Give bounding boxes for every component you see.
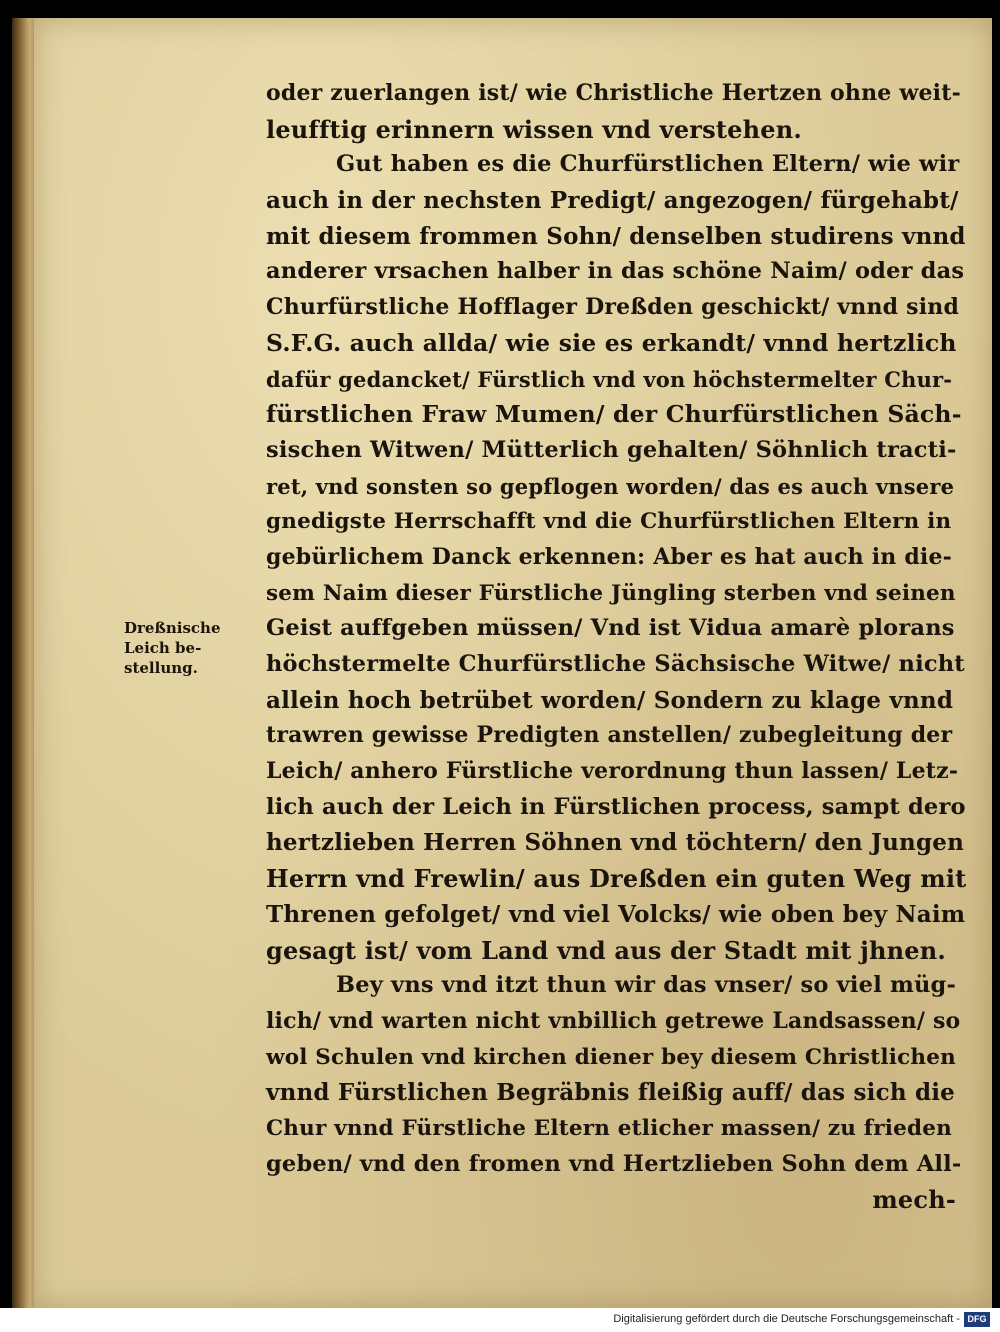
book-binding-edge: [12, 18, 34, 1308]
text-line: mit diesem frommen Sohn/ denselben studirens vnnd: [266, 222, 966, 250]
text-line: gesagt ist/ vom Land vnd aus der Stadt mit jhnen.: [266, 935, 946, 965]
text-line: Chur vnnd Fürstliche Eltern etlicher massen/ zu frieden: [266, 1115, 952, 1141]
text-line: Geist auffgeben müssen/ Vnd ist Vidua amarè plorans: [266, 615, 955, 642]
footer-bar: [0, 1308, 1000, 1332]
text-line: wol Schulen vnd kirchen diener bey diesem Christlichen: [266, 1044, 956, 1070]
text-line: sischen Witwen/ Mütterlich gehalten/ Söhnlich tracti-: [266, 436, 957, 463]
book-page: [34, 18, 992, 1308]
text-line: höchstermelte Churfürstliche Sächsische Witwe/ nicht: [266, 651, 965, 677]
text-line: Threnen gefolget/ vnd viel Volcks/ wie oben bey Naim: [266, 900, 966, 928]
text-line: hertzlieben Herren Söhnen vnd töchtern/ den Jungen: [266, 829, 965, 857]
catchword: mech-: [872, 1185, 956, 1215]
text-line: Churfürstliche Hofflager Dreßden geschickt/ vnnd sind: [266, 294, 960, 321]
text-line: ret, vnd sonsten so gepflogen worden/ das es auch vnsere: [266, 473, 955, 499]
text-line: Gut haben es die Churfürstlichen Eltern/ wie wir: [336, 151, 960, 178]
text-line: leufftig erinnern wissen vnd verstehen.: [266, 114, 802, 144]
text-line: gnedigste Herrschafft vnd die Churfürstlichen Eltern in: [266, 509, 952, 535]
text-line: auch in der nechsten Predigt/ angezogen/ fürgehabt/: [266, 187, 959, 215]
text-line: lich/ vnd warten nicht vnbillich getrewe Landsassen/ so: [266, 1007, 961, 1034]
text-line: dafür gedancket/ Fürstlich vnd von höchstermelter Chur-: [266, 366, 953, 392]
body-text: [266, 76, 966, 1218]
marginal-note-line: Dreßnische: [124, 619, 221, 637]
text-line: oder zuerlangen ist/ wie Christliche Hertzen ohne weit-: [266, 80, 961, 106]
text-line: Leich/ anhero Fürstliche verordnung thun lassen/ Letz-: [266, 758, 959, 785]
dfg-logo: DFG: [964, 1312, 990, 1327]
text-line: S.F.G. auch allda/ wie sie es erkandt/ vnnd hertzlich: [266, 328, 957, 357]
funding-credit: Digitalisierung gefördert durch die Deutsche Forschungsgemeinschaft -: [613, 1313, 960, 1325]
text-line: gebürlichem Danck erkennen: Aber es hat auch in die-: [266, 543, 952, 570]
text-line: vnnd Fürstlichen Begräbnis fleißig auff/ das sich die: [266, 1079, 956, 1107]
text-line: Herrn vnd Frewlin/ aus Dreßden ein guten Weg mit: [266, 864, 967, 894]
text-line: geben/ vnd den fromen vnd Hertzlieben Sohn dem All-: [266, 1150, 962, 1177]
text-line: anderer vrsachen halber in das schöne Naim/ oder das: [266, 258, 965, 285]
marginal-note-line: Leich be-: [124, 639, 202, 657]
text-line: fürstlichen Fraw Mumen/ der Churfürstlichen Säch-: [266, 400, 962, 429]
text-line: Bey vns vnd itzt thun wir das vnser/ so viel müg-: [336, 972, 957, 999]
text-line: sem Naim dieser Fürstliche Jüngling sterben vnd seinen: [266, 580, 956, 606]
text-line: lich auch der Leich in Fürstlichen process, sampt dero: [266, 793, 966, 820]
text-line: allein hoch betrübet worden/ Sondern zu klage vnnd: [266, 686, 954, 714]
text-line: trawren gewisse Predigten anstellen/ zubegleitung der: [266, 722, 953, 749]
marginal-note-line: stellung.: [124, 659, 198, 677]
marginal-note: [124, 618, 264, 678]
